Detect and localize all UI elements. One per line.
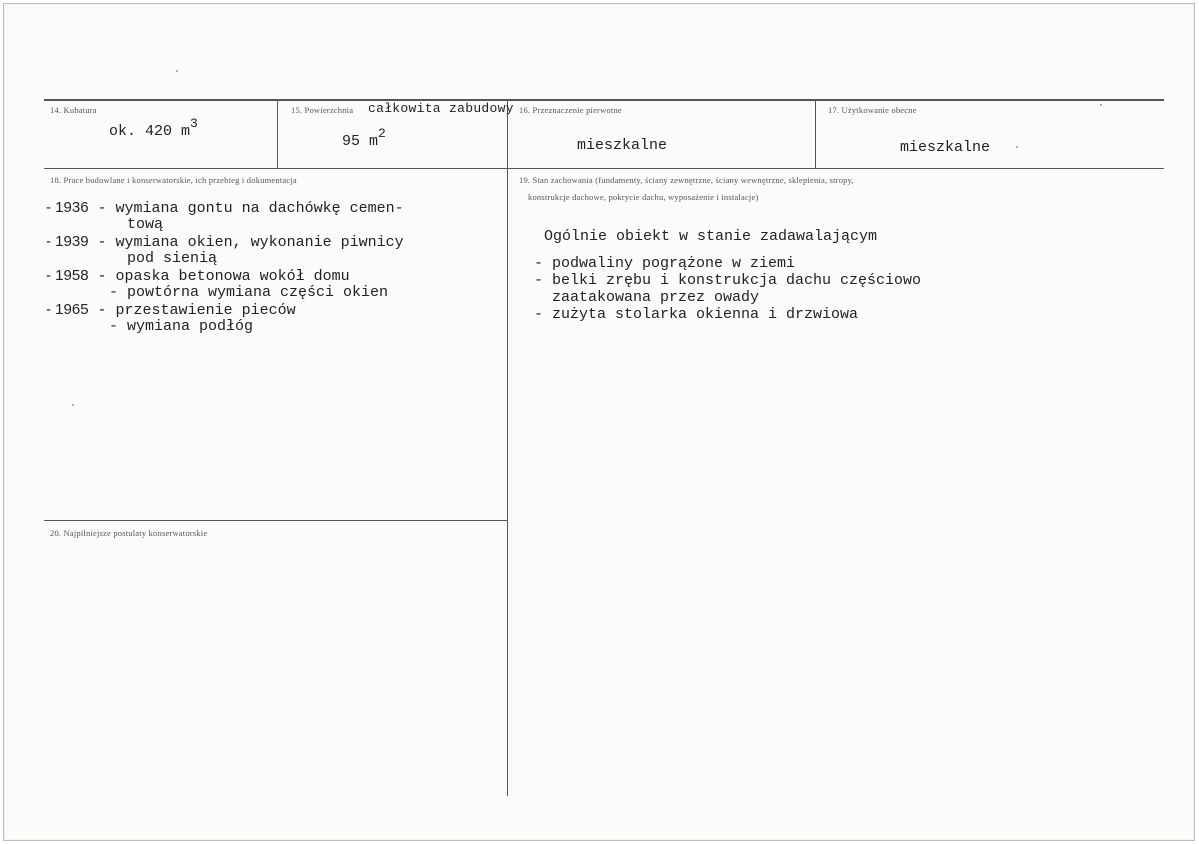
list-item: - 1958 - opaska betonowa wokół domu [46,267,350,285]
list-item: pod sienią [100,250,218,267]
kubatura-exponent: 3 [190,116,198,131]
list-item: - 1939 - wymiana okien, wykonanie piwnicy [46,233,404,251]
field-14-value [109,116,198,140]
field-14-label: 14. Kubatura [50,105,97,115]
year: - 1939 [46,233,89,250]
kubatura-value: ok. 420 m [109,123,191,140]
top-rule [44,99,1164,101]
field-15-overtyped: całkowita zabudowy [368,101,514,116]
year: - 1958 [46,267,89,284]
field-15-value [342,126,386,150]
list-item: - zużyta stolarka okienna i drzwiowa [534,306,859,323]
lower-left-rule [44,520,507,521]
area-value: 95 m [342,133,379,150]
divider-14-15 [277,100,278,168]
year: - 1965 [46,301,89,318]
field-16-label: 16. Przeznaczenie pierwotne [519,105,622,115]
scan-speck [1016,146,1018,148]
scan-speck [72,404,74,406]
area-exponent: 2 [378,126,386,141]
field-20-label: 20. Najpilniejsze postulaty konserwatorskie [50,528,208,538]
field-17-label: 17. Użytkowanie obecne [828,105,917,115]
field-17-value: mieszkalne [900,139,991,156]
list-item: - wymiana podłóg [100,318,254,335]
list-item: - belki zrębu i konstrukcja dachu częściowo [534,272,922,289]
list-item: Ogólnie obiekt w stanie zadawalającym [544,228,878,245]
list-item: - powtórna wymiana części okien [100,284,389,301]
record-card [3,3,1195,841]
scan-speck [176,70,178,72]
list-item: - 1965 - przestawienie pieców [46,301,296,319]
divider-16-17 [815,100,816,168]
field-18-label: 18. Prace budowlane i konserwatorskie, ich przebieg i dokumentacja [50,175,297,185]
list-item: - podwaliny pogrążone w ziemi [534,255,796,272]
year: - 1936 [46,199,89,216]
list-item: - 1936 - wymiana gontu na dachówkę cemen- [46,199,404,217]
scan-speck [1100,104,1102,106]
list-item: tową [100,216,164,233]
list-item: zaatakowana przez owady [534,289,760,306]
divider-15-16 [507,100,508,796]
field-19-label-line2: konstrukcje dachowe, pokrycie dachu, wyposażenie i instalacje) [528,192,759,202]
field-15-label: 15. Powierzchnia [291,105,354,115]
middle-rule [44,168,1164,169]
field-19-label-line1: 19. Stan zachowania (fundamenty, ściany zewnętrzne, ściany wewnętrzne, sklepienia, stropy, [519,175,854,185]
field-16-value: mieszkalne [577,137,668,154]
